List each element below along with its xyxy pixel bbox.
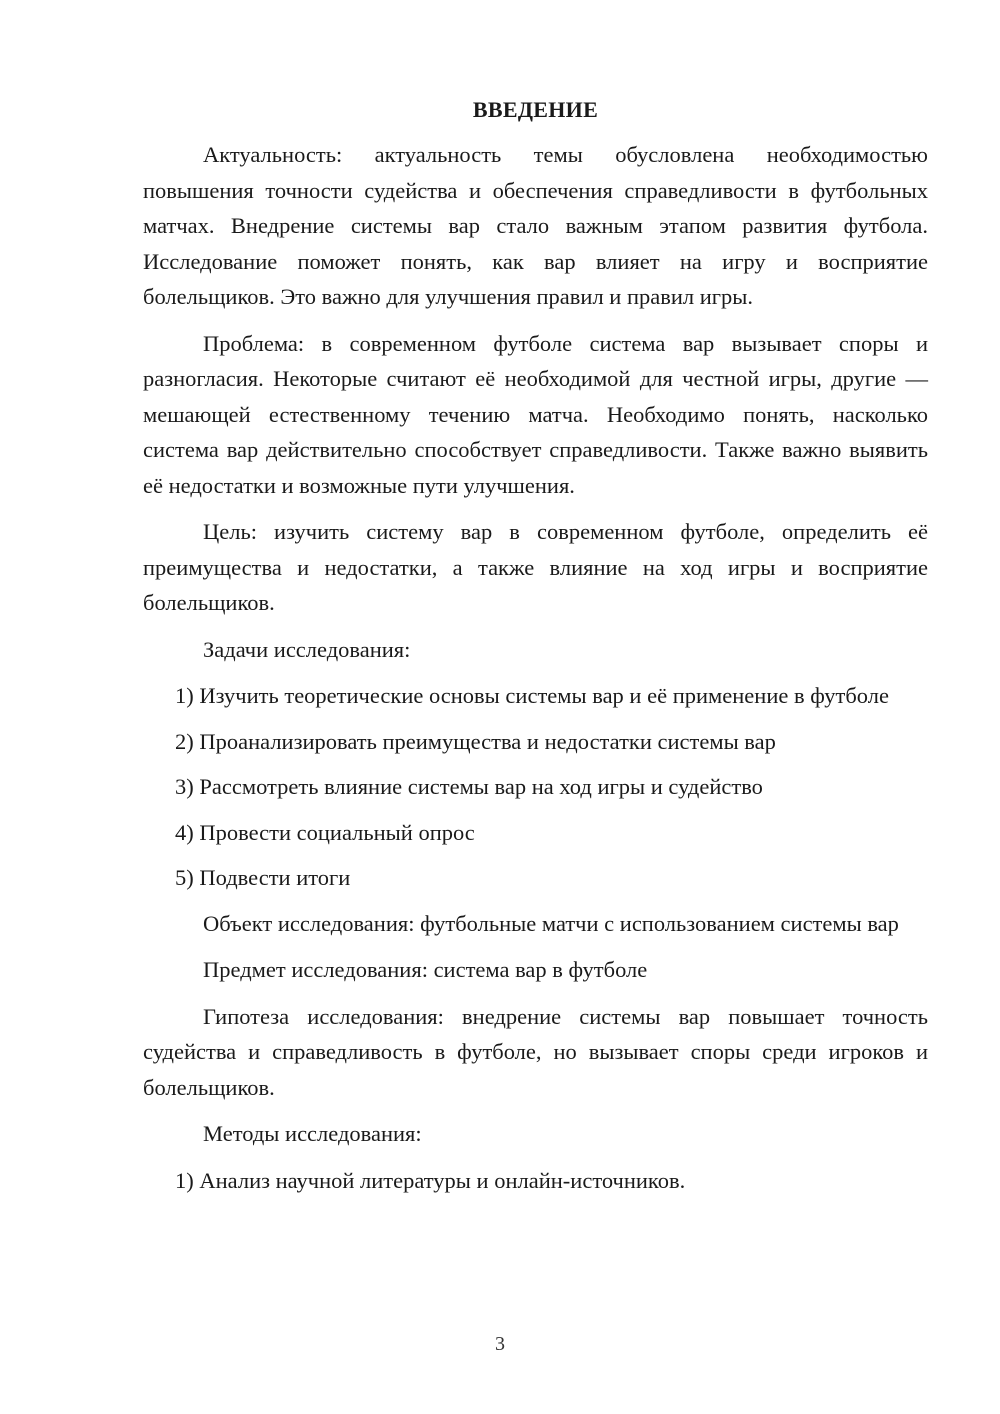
object-paragraph: Объект исследования: футбольные матчи с использованием системы вар	[203, 910, 899, 936]
method-item-1: 1) Анализ научной литературы и онлайн-источников.	[175, 1167, 686, 1193]
goal-paragraph: Цель: изучить систему вар в современном футболе, определить её преимущества и недостатки, а также влияние на ход игры и восприятие болельщиков.	[143, 519, 928, 615]
document-title: ВВЕДЕНИЕ	[472, 97, 599, 122]
page-number: 3	[495, 1333, 505, 1355]
task-item-2: 2) Проанализировать преимущества и недостатки системы вар	[175, 728, 776, 754]
subject-paragraph: Предмет исследования: система вар в футболе	[203, 957, 648, 982]
hypothesis-paragraph: Гипотеза исследования: внедрение системы вар повышает точность судейства и справедливость в футболе, но вызывает споры среди игроков и болельщиков.	[143, 1003, 928, 1100]
task-item-1: 1) Изучить теоретические основы системы вар и её применение в футболе	[175, 683, 889, 708]
tasks-heading: Задачи исследования:	[203, 636, 411, 662]
relevance-paragraph: Актуальность: актуальность темы обусловлена необходимостью повышения точности судейства и обеспечения справедливости в футбольных матчах. Внедрение системы вар стало важным этапом развития футбола. Исследование поможет понять, как вар влияет на игру и восприятие болельщиков. Это важно для улучшения правил и правил игры.	[143, 142, 928, 309]
problem-paragraph: Проблема: в современном футболе система вар вызывает споры и разногласия. Некоторые считают её необходимой для честной игры, другие — мешающей естественному течению матча. Необходимо понять, насколько система вар действительно способствует справедливости. Также важно выявить её недостатки и возможные пути улучшения.	[143, 330, 928, 498]
document-page	[143, 95, 928, 1208]
methods-heading: Методы исследования:	[203, 1121, 422, 1146]
task-item-4: 4) Провести социальный опрос	[175, 819, 475, 845]
task-item-5: 5) Подвести итоги	[175, 865, 351, 890]
task-item-3: 3) Рассмотреть влияние системы вар на ход игры и судейство	[175, 774, 763, 799]
